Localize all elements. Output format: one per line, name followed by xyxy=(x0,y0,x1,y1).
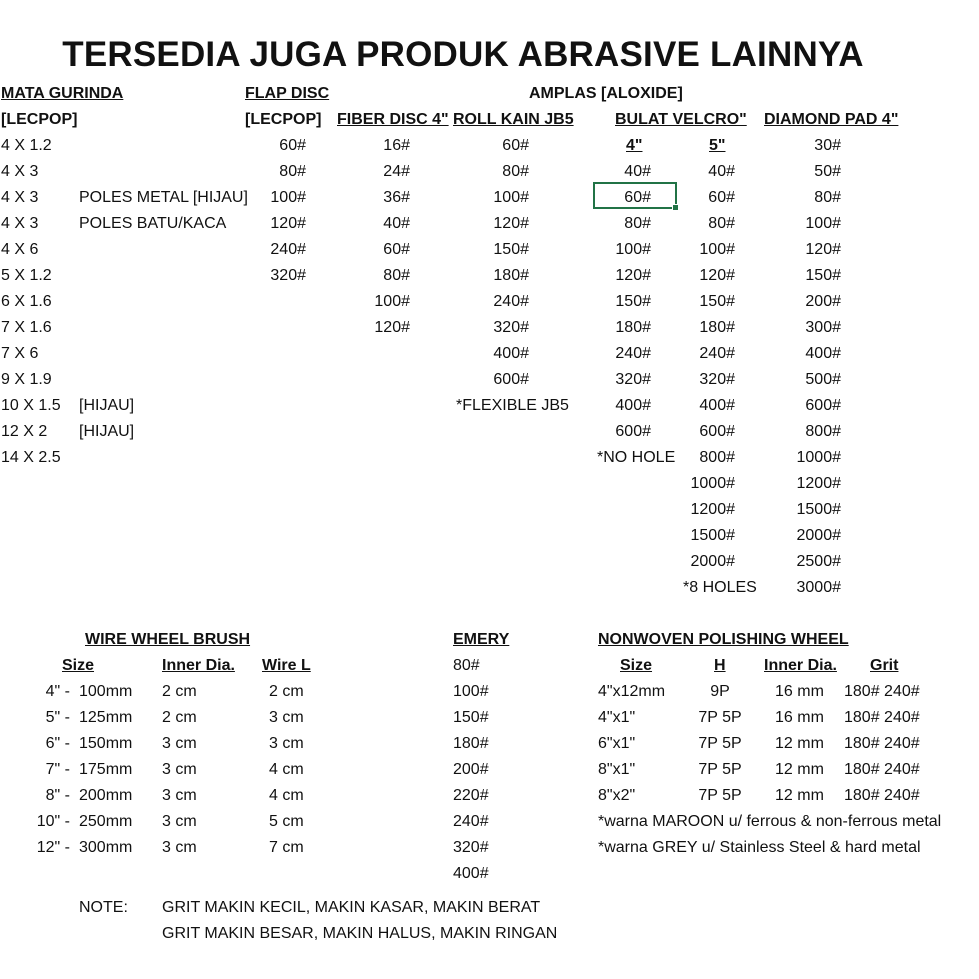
roll-kain-grit: 60# xyxy=(502,137,529,154)
nonwoven-size: 4"x1" xyxy=(598,709,636,726)
mata-gurinda-size: 4 X 3 xyxy=(1,215,39,232)
nonwoven-h: 7P 5P xyxy=(698,735,742,752)
diamond-pad-grit: 400# xyxy=(805,345,841,362)
nonwoven-grit-col: Grit xyxy=(870,657,899,674)
flap-disc-sub: [LECPOP] xyxy=(245,111,322,128)
wire-wheel-inner: 3 cm xyxy=(162,839,197,856)
wire-wheel-inch: 8" - xyxy=(45,787,70,804)
wire-wheel-inner-col: Inner Dia. xyxy=(162,657,235,674)
velcro-5in-grit: 240# xyxy=(699,345,735,362)
velcro-5in-grit: 40# xyxy=(708,163,735,180)
velcro-5in-grit: 100# xyxy=(699,241,735,258)
velcro-4in-grit: 600# xyxy=(615,423,651,440)
wire-wheel-size-col: Size xyxy=(62,657,95,674)
mata-gurinda-size: 10 X 1.5 xyxy=(1,397,61,414)
velcro-5in-grit: 600# xyxy=(699,423,735,440)
nonwoven-size: 6"x1" xyxy=(598,735,636,752)
flap-disc-grit: 80# xyxy=(279,163,306,180)
mata-gurinda-size: 14 X 2.5 xyxy=(1,449,61,466)
wire-wheel-wire-length: 3 cm xyxy=(269,735,304,752)
wire-wheel-wire-length: 4 cm xyxy=(269,787,304,804)
wire-wheel-wire-length: 7 cm xyxy=(269,839,304,856)
emery-grit: 400# xyxy=(453,865,489,882)
mata-gurinda-size: 4 X 3 xyxy=(1,163,39,180)
emery-grit: 80# xyxy=(453,657,480,674)
wire-wheel-inch: 7" - xyxy=(45,761,70,778)
wire-wheel-mm: 175mm xyxy=(79,761,133,778)
diamond-pad-grit: 50# xyxy=(814,163,841,180)
wire-wheel-inch: 6" - xyxy=(45,735,70,752)
nonwoven-size: 8"x1" xyxy=(598,761,636,778)
amplas-header: AMPLAS [ALOXIDE] xyxy=(529,85,683,102)
fiber-disc-grit: 60# xyxy=(383,241,410,258)
velcro-5in-grit: 150# xyxy=(699,293,735,310)
fiber-disc-grit: 120# xyxy=(374,319,410,336)
mata-gurinda-size: 7 X 6 xyxy=(1,345,39,362)
roll-kain-grit: 400# xyxy=(493,345,529,362)
diamond-pad-grit: 80# xyxy=(814,189,841,206)
fiber-disc-grit: 36# xyxy=(383,189,410,206)
roll-kain-grit: 180# xyxy=(493,267,529,284)
velcro-4in-grit: 40# xyxy=(624,163,651,180)
footer-note-label: NOTE: xyxy=(79,899,128,916)
flap-disc-grit: 100# xyxy=(270,189,306,206)
wire-wheel-wire-length: 2 cm xyxy=(269,683,304,700)
velcro-5in-grit: 120# xyxy=(699,267,735,284)
flap-disc-grit: 320# xyxy=(270,267,306,284)
emery-grit: 150# xyxy=(453,709,489,726)
wire-wheel-inner: 3 cm xyxy=(162,813,197,830)
velcro-4in-grit: 320# xyxy=(615,371,651,388)
velcro-4in-grit: 60# xyxy=(624,189,651,206)
velcro-5in-grit: 400# xyxy=(699,397,735,414)
bulat-velcro-header: BULAT VELCRO" xyxy=(615,111,747,128)
nonwoven-header: NONWOVEN POLISHING WHEEL xyxy=(598,631,849,648)
roll-kain-grit: 600# xyxy=(493,371,529,388)
nonwoven-inner: 16 mm xyxy=(775,683,824,700)
velcro-5in-note: *8 HOLES xyxy=(683,579,757,596)
fiber-disc-grit: 16# xyxy=(383,137,410,154)
wire-wheel-mm: 125mm xyxy=(79,709,133,726)
mata-gurinda-size: 6 X 1.6 xyxy=(1,293,52,310)
roll-kain-grit: 120# xyxy=(493,215,529,232)
velcro-5in-header: 5" xyxy=(709,137,726,154)
mata-gurinda-header: MATA GURINDA xyxy=(1,85,124,102)
diamond-pad-grit: 120# xyxy=(805,241,841,258)
diamond-pad-grit: 200# xyxy=(805,293,841,310)
fiber-disc-header: FIBER DISC 4" xyxy=(337,111,449,128)
mata-gurinda-note: POLES METAL [HIJAU] xyxy=(79,189,248,206)
velcro-5in-grit: 2000# xyxy=(690,553,735,570)
wire-wheel-mm: 100mm xyxy=(79,683,133,700)
diamond-pad-header: DIAMOND PAD 4" xyxy=(764,111,899,128)
emery-header: EMERY xyxy=(453,631,510,648)
footer-note-line: GRIT MAKIN KECIL, MAKIN KASAR, MAKIN BERAT xyxy=(162,899,541,916)
velcro-4in-note: *NO HOLE xyxy=(597,449,676,466)
nonwoven-grit: 180# 240# xyxy=(844,709,920,726)
diamond-pad-grit: 2500# xyxy=(796,553,841,570)
nonwoven-inner: 12 mm xyxy=(775,761,824,778)
nonwoven-h: 7P 5P xyxy=(698,709,742,726)
wire-wheel-inner: 2 cm xyxy=(162,709,197,726)
mata-gurinda-note: [HIJAU] xyxy=(79,397,135,414)
fiber-disc-grit: 100# xyxy=(374,293,410,310)
velcro-5in-grit: 1200# xyxy=(690,501,735,518)
diamond-pad-grit: 3000# xyxy=(796,579,841,596)
mata-gurinda-size: 4 X 3 xyxy=(1,189,39,206)
velcro-5in-grit: 1000# xyxy=(690,475,735,492)
nonwoven-grit: 180# 240# xyxy=(844,761,920,778)
mata-gurinda-note: [HIJAU] xyxy=(79,423,135,440)
wire-wheel-inner: 3 cm xyxy=(162,761,197,778)
nonwoven-inner-col: Inner Dia. xyxy=(764,657,837,674)
nonwoven-h-col: H xyxy=(714,657,726,674)
diamond-pad-grit: 1200# xyxy=(796,475,841,492)
flap-disc-grit: 240# xyxy=(270,241,306,258)
roll-kain-header: ROLL KAIN JB5 xyxy=(453,111,574,128)
velcro-5in-grit: 180# xyxy=(699,319,735,336)
nonwoven-note-maroon: *warna MAROON u/ ferrous & non-ferrous metal xyxy=(598,813,942,830)
emery-grit: 100# xyxy=(453,683,489,700)
velcro-5in-grit: 320# xyxy=(699,371,735,388)
page-title: TERSEDIA JUGA PRODUK ABRASIVE LAINNYA xyxy=(62,35,864,74)
diamond-pad-grit: 600# xyxy=(805,397,841,414)
velcro-5in-grit: 60# xyxy=(708,189,735,206)
diamond-pad-grit: 100# xyxy=(805,215,841,232)
fiber-disc-grit: 24# xyxy=(383,163,410,180)
wire-wheel-mm: 250mm xyxy=(79,813,133,830)
wire-wheel-inch: 5" - xyxy=(45,709,70,726)
velcro-5in-grit: 1500# xyxy=(690,527,735,544)
diamond-pad-grit: 1000# xyxy=(796,449,841,466)
nonwoven-inner: 12 mm xyxy=(775,787,824,804)
wire-wheel-inch: 4" - xyxy=(45,683,70,700)
velcro-4in-header: 4" xyxy=(626,137,643,154)
wire-wheel-mm: 150mm xyxy=(79,735,133,752)
fiber-disc-grit: 40# xyxy=(383,215,410,232)
diamond-pad-grit: 500# xyxy=(805,371,841,388)
roll-kain-grit: 100# xyxy=(493,189,529,206)
velcro-4in-grit: 400# xyxy=(615,397,651,414)
roll-kain-grit: 240# xyxy=(493,293,529,310)
wire-wheel-inner: 3 cm xyxy=(162,735,197,752)
nonwoven-h: 7P 5P xyxy=(698,787,742,804)
velcro-5in-grit: 800# xyxy=(699,449,735,466)
diamond-pad-grit: 2000# xyxy=(796,527,841,544)
velcro-4in-grit: 80# xyxy=(624,215,651,232)
wire-wheel-wire-length: 5 cm xyxy=(269,813,304,830)
wire-wheel-inch: 12" - xyxy=(36,839,70,856)
emery-grit: 320# xyxy=(453,839,489,856)
flap-disc-header: FLAP DISC xyxy=(245,85,330,102)
velcro-4in-grit: 180# xyxy=(615,319,651,336)
wire-wheel-mm: 200mm xyxy=(79,787,133,804)
velcro-4in-grit: 100# xyxy=(615,241,651,258)
flap-disc-grit: 120# xyxy=(270,215,306,232)
wire-wheel-wire-length: 4 cm xyxy=(269,761,304,778)
mata-gurinda-sub: [LECPOP] xyxy=(1,111,78,128)
diamond-pad-grit: 800# xyxy=(805,423,841,440)
emery-grit: 200# xyxy=(453,761,489,778)
wire-wheel-inner: 2 cm xyxy=(162,683,197,700)
nonwoven-inner: 16 mm xyxy=(775,709,824,726)
wire-wheel-wire-col: Wire L xyxy=(262,657,311,674)
diamond-pad-grit: 150# xyxy=(805,267,841,284)
nonwoven-size: 4"x12mm xyxy=(598,683,666,700)
nonwoven-grit: 180# 240# xyxy=(844,683,920,700)
wire-wheel-header: WIRE WHEEL BRUSH xyxy=(85,631,251,648)
mata-gurinda-size: 12 X 2 xyxy=(1,423,48,440)
diamond-pad-grit: 1500# xyxy=(796,501,841,518)
emery-grit: 240# xyxy=(453,813,489,830)
wire-wheel-wire-length: 3 cm xyxy=(269,709,304,726)
mata-gurinda-size: 4 X 1.2 xyxy=(1,137,52,154)
roll-kain-note: *FLEXIBLE JB5 xyxy=(456,397,569,414)
nonwoven-h: 9P xyxy=(710,683,730,700)
roll-kain-grit: 80# xyxy=(502,163,529,180)
mata-gurinda-size: 7 X 1.6 xyxy=(1,319,52,336)
mata-gurinda-size: 5 X 1.2 xyxy=(1,267,52,284)
velcro-4in-grit: 150# xyxy=(615,293,651,310)
wire-wheel-inner: 3 cm xyxy=(162,787,197,804)
wire-wheel-inch: 10" - xyxy=(36,813,70,830)
diamond-pad-grit: 300# xyxy=(805,319,841,336)
nonwoven-h: 7P 5P xyxy=(698,761,742,778)
velcro-4in-grit: 120# xyxy=(615,267,651,284)
footer-note-line: GRIT MAKIN BESAR, MAKIN HALUS, MAKIN RINGAN xyxy=(162,925,558,942)
nonwoven-note-grey: *warna GREY u/ Stainless Steel & hard metal xyxy=(598,839,921,856)
roll-kain-grit: 150# xyxy=(493,241,529,258)
nonwoven-inner: 12 mm xyxy=(775,735,824,752)
emery-grit: 180# xyxy=(453,735,489,752)
nonwoven-size: 8"x2" xyxy=(598,787,636,804)
velcro-5in-grit: 80# xyxy=(708,215,735,232)
nonwoven-size-col: Size xyxy=(620,657,653,674)
fiber-disc-grit: 80# xyxy=(383,267,410,284)
roll-kain-grit: 320# xyxy=(493,319,529,336)
mata-gurinda-note: POLES BATU/KACA xyxy=(79,215,227,232)
mata-gurinda-size: 9 X 1.9 xyxy=(1,371,52,388)
mata-gurinda-size: 4 X 6 xyxy=(1,241,39,258)
nonwoven-grit: 180# 240# xyxy=(844,735,920,752)
nonwoven-grit: 180# 240# xyxy=(844,787,920,804)
velcro-4in-grit: 240# xyxy=(615,345,651,362)
diamond-pad-grit: 30# xyxy=(814,137,841,154)
emery-grit: 220# xyxy=(453,787,489,804)
flap-disc-grit: 60# xyxy=(279,137,306,154)
wire-wheel-mm: 300mm xyxy=(79,839,133,856)
